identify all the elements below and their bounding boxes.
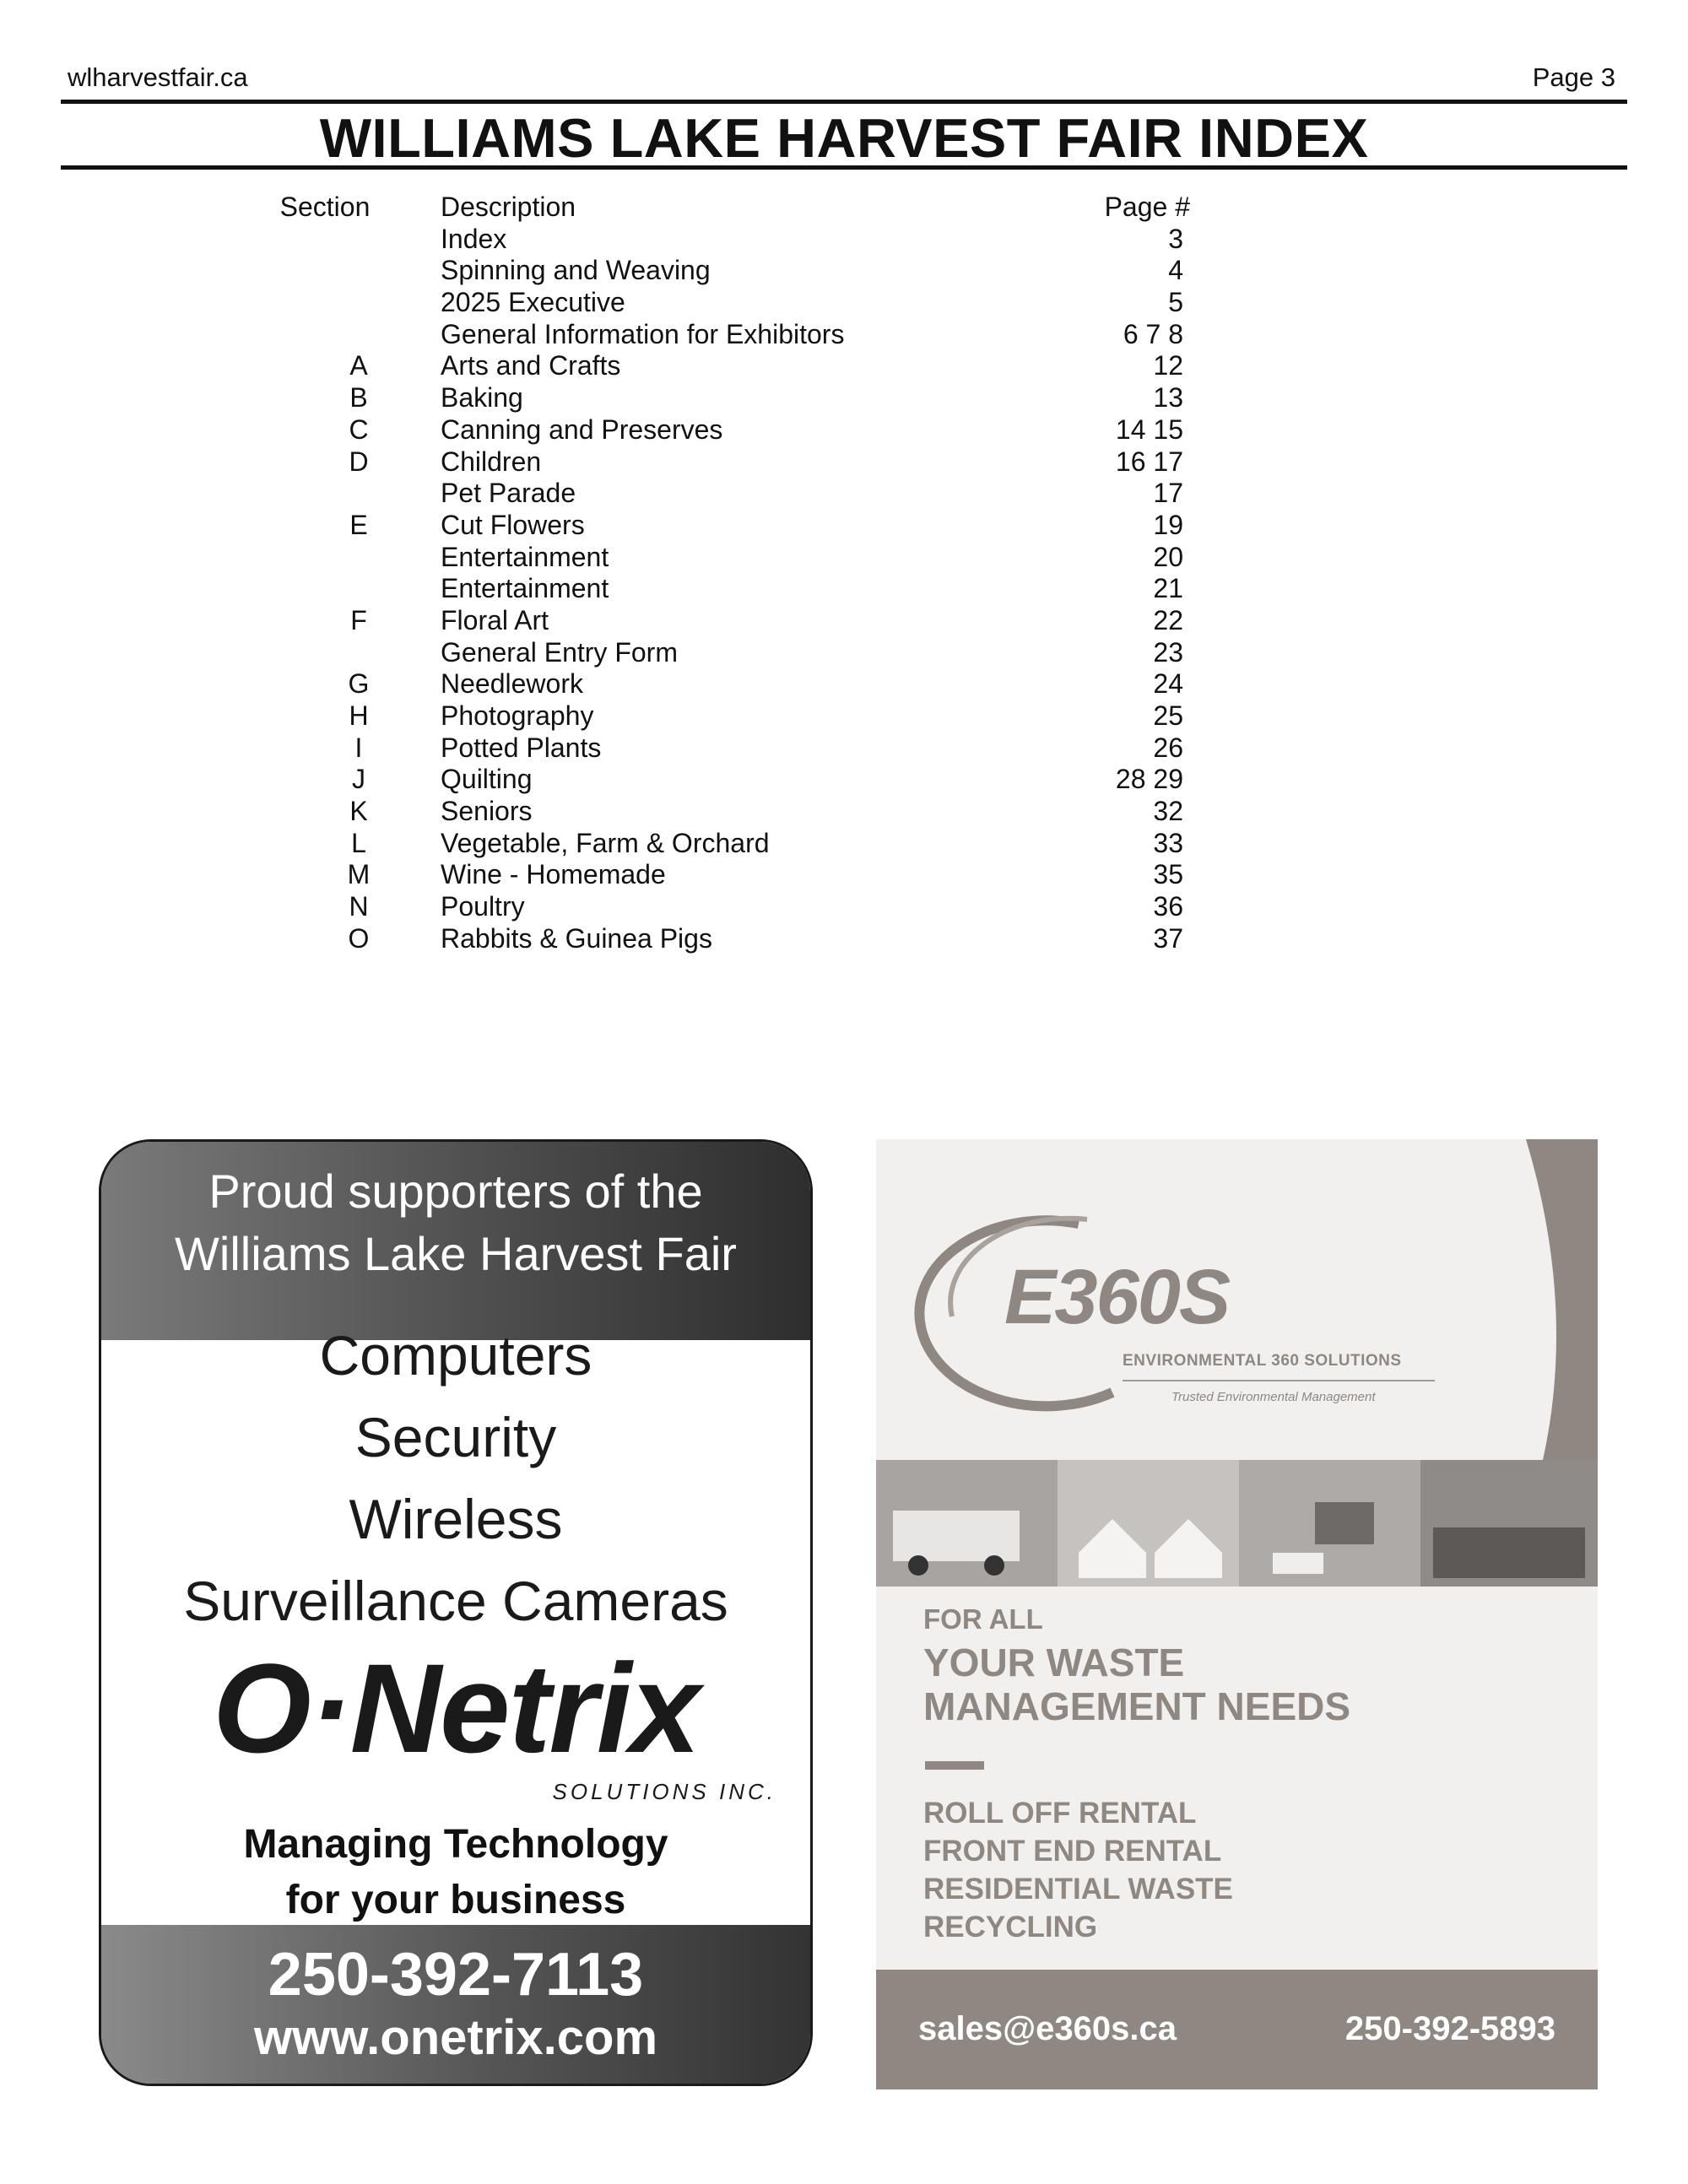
onetrix-tagline [101, 1817, 810, 1928]
index-page-number: 12 [1153, 350, 1183, 381]
index-page-number: 21 [1153, 573, 1183, 604]
col-section-header: Section [279, 192, 371, 222]
index-section-letter: E [349, 509, 368, 540]
index-row [0, 923, 1688, 955]
index-row [0, 573, 1688, 605]
index-row [0, 446, 1688, 478]
index-row [0, 478, 1688, 510]
index-section-letter: M [347, 859, 371, 890]
index-row [0, 542, 1688, 574]
e360s-logo-subtitle: ENVIRONMENTAL 360 SOLUTIONS [1123, 1352, 1402, 1370]
index-page-number: 4 [1168, 255, 1183, 286]
index-description: Arts and Crafts [441, 350, 621, 381]
index-row [0, 668, 1688, 700]
onetrix-website: www.onetrix.com [253, 2010, 658, 2065]
col-page-header: Page # [1104, 192, 1190, 222]
index-description: Potted Plants [441, 732, 602, 763]
index-row [0, 859, 1688, 891]
e360s-service: ROLL OFF RENTAL [923, 1797, 1197, 1830]
index-row [0, 764, 1688, 796]
index-page-number: 20 [1153, 541, 1183, 572]
onetrix-phone: 250-392-7113 [268, 1941, 644, 2008]
e360s-service: RESIDENTIAL WASTE [923, 1873, 1233, 1906]
col-description-header: Description [441, 192, 576, 222]
page-number: Page 3 [1532, 62, 1615, 92]
index-row [0, 828, 1688, 860]
index-row [0, 700, 1688, 733]
onetrix-supporter-line2: Williams Lake Harvest Fair [175, 1227, 737, 1280]
index-row [0, 350, 1688, 382]
index-page-number: 33 [1153, 827, 1183, 858]
onetrix-logo-subtitle: SOLUTIONS INC. [552, 1779, 776, 1804]
index-page-number: 13 [1153, 382, 1183, 414]
index-description: General Information for Exhibitors [441, 318, 845, 349]
e360s-swoosh-graphic [876, 1139, 1598, 1460]
index-description: General Entry Form [441, 636, 678, 668]
e360s-logo-tagline: Trusted Environmental Management [1171, 1390, 1376, 1404]
index-section-letter: N [349, 891, 369, 922]
index-page-number: 5 [1168, 287, 1183, 318]
onetrix-ad [99, 1139, 813, 2086]
onetrix-contact-bar [101, 1925, 810, 2084]
index-page-number: 6 7 8 [1123, 318, 1183, 349]
index-description: Floral Art [441, 604, 549, 635]
index-page-number: 28 29 [1115, 764, 1183, 795]
index-row [0, 733, 1688, 765]
index-page-number: 19 [1153, 509, 1183, 540]
index-description: Wine - Homemade [441, 859, 666, 890]
index-section-letter: J [352, 764, 365, 795]
onetrix-service: Security [354, 1406, 557, 1468]
index-row [0, 637, 1688, 669]
onetrix-services [101, 1315, 810, 1642]
index-row [0, 382, 1688, 414]
e360s-heading-line2: MANAGEMENT NEEDS [923, 1684, 1351, 1728]
index-row [0, 605, 1688, 637]
e360s-email: sales@e360s.ca [918, 2010, 1177, 2047]
index-description: Canning and Preserves [441, 414, 723, 445]
e360s-service: RECYCLING [923, 1911, 1098, 1943]
index-section-letter: K [349, 796, 368, 827]
index-description: Children [441, 446, 542, 477]
index-row [0, 255, 1688, 287]
e360s-phone: 250-392-5893 [1344, 2010, 1555, 2047]
index-description: Baking [441, 382, 523, 414]
index-description: Quilting [441, 764, 533, 795]
index-page-number: 23 [1153, 636, 1183, 668]
e360s-ad [876, 1139, 1598, 2089]
index-page-number: 24 [1153, 668, 1183, 700]
onetrix-service: Computers [319, 1324, 592, 1387]
index-description: Pet Parade [441, 478, 576, 509]
onetrix-service: Surveillance Cameras [183, 1570, 728, 1632]
index-description: Cut Flowers [441, 509, 585, 540]
index-table [0, 192, 1688, 955]
e360s-heading [923, 1641, 1350, 1728]
e360s-photo-strip [876, 1460, 1598, 1587]
index-page-number: 36 [1153, 891, 1183, 922]
index-description: Index [441, 223, 507, 254]
index-description: Seniors [441, 796, 533, 827]
index-section-letter: D [349, 446, 369, 477]
index-section-letter: A [349, 350, 368, 381]
index-page-number: 17 [1153, 478, 1183, 509]
index-row [0, 319, 1688, 351]
index-row [0, 510, 1688, 542]
e360s-services [923, 1794, 1233, 1946]
onetrix-tagline-line2: for your business [285, 1878, 626, 1922]
index-description: Vegetable, Farm & Orchard [441, 827, 770, 858]
e360s-heading-small: FOR ALL [923, 1603, 1043, 1635]
index-description: Spinning and Weaving [441, 255, 711, 286]
e360s-logo-divider [1123, 1380, 1435, 1381]
index-page-number: 25 [1153, 700, 1183, 731]
index-header-row [0, 192, 1688, 224]
e360s-dash [925, 1761, 984, 1770]
onetrix-tagline-line1: Managing Technology [243, 1822, 668, 1867]
e360s-logo: E360S [1004, 1254, 1230, 1340]
onetrix-service: Wireless [349, 1488, 563, 1550]
page-header [66, 62, 1622, 98]
onetrix-supporter-line1: Proud supporters of the [208, 1165, 703, 1218]
index-description: 2025 Executive [441, 287, 625, 318]
header-rule-top [61, 100, 1627, 104]
index-row [0, 796, 1688, 828]
index-section-letter: H [349, 700, 369, 731]
site-url: wlharvestfair.ca [68, 62, 248, 92]
index-row [0, 414, 1688, 446]
index-description: Entertainment [441, 573, 609, 604]
index-section-letter: F [350, 604, 367, 635]
index-section-letter: L [351, 827, 366, 858]
e360s-service: FRONT END RENTAL [923, 1835, 1222, 1868]
onetrix-logo: O·Netrix [213, 1637, 699, 1779]
index-section-letter: B [349, 382, 368, 414]
index-section-letter: I [354, 732, 363, 763]
index-page-number: 32 [1153, 796, 1183, 827]
index-row [0, 287, 1688, 319]
index-page-number: 16 17 [1115, 446, 1183, 477]
index-page-number: 37 [1153, 922, 1183, 954]
index-row [0, 224, 1688, 256]
index-description: Rabbits & Guinea Pigs [441, 922, 712, 954]
index-section-letter: O [348, 922, 370, 954]
index-description: Poultry [441, 891, 525, 922]
index-page-number: 3 [1168, 223, 1183, 254]
e360s-contact-bar [876, 1970, 1598, 2089]
index-page-number: 35 [1153, 859, 1183, 890]
e360s-heading-line1: YOUR WASTE [923, 1641, 1185, 1684]
page-title: WILLIAMS LAKE HARVEST FAIR INDEX [319, 107, 1369, 169]
onetrix-ad-banner [101, 1142, 810, 1340]
index-page-number: 26 [1153, 732, 1183, 763]
index-description: Photography [441, 700, 594, 731]
index-section-letter: C [349, 414, 369, 445]
header-rule-bottom [61, 165, 1627, 170]
index-page-number: 22 [1153, 604, 1183, 635]
index-page-number: 14 15 [1115, 414, 1183, 445]
index-description: Entertainment [441, 541, 609, 572]
index-description: Needlework [441, 668, 583, 700]
index-row [0, 891, 1688, 923]
index-section-letter: G [348, 668, 370, 700]
